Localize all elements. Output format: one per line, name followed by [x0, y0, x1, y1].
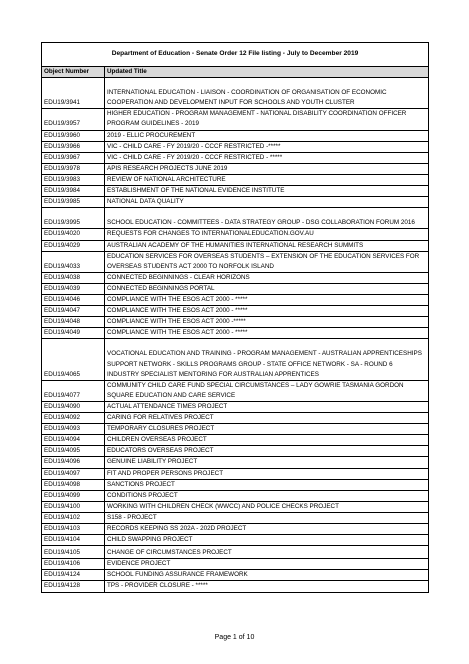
- object-number-cell: EDU19/3960: [42, 130, 105, 141]
- updated-title-cell: NATIONAL DATA QUALITY: [105, 197, 429, 208]
- object-number-cell: EDU19/3978: [42, 163, 105, 174]
- updated-title-cell: CHILDREN OVERSEAS PROJECT: [105, 435, 429, 446]
- object-number-cell: EDU19/4038: [42, 272, 105, 283]
- object-number-cell: EDU19/4094: [42, 435, 105, 446]
- updated-title-cell: ACTUAL ATTENDANCE TIMES PROJECT: [105, 401, 429, 412]
- table-row: [42, 512, 429, 523]
- table-row: [42, 130, 429, 141]
- table-row: [42, 468, 429, 479]
- updated-title-cell: COMPLIANCE WITH THE ESOS ACT 2000 - *****: [105, 328, 429, 339]
- updated-title-cell: INTERNATIONAL EDUCATION - LIAISON - COORDINATION OF ORGANISATION OF ECONOMIC COOPERATION AND DEVELOPMENT INPUT FOR SCHOOLS AND YOUTH CLUSTER: [105, 78, 429, 109]
- updated-title-cell: TPS - PROVIDER CLOSURE - *****: [105, 581, 429, 592]
- object-number-cell: EDU19/3967: [42, 152, 105, 163]
- object-number-cell: EDU19/4106: [42, 559, 105, 570]
- column-header-object-number: Object Number: [42, 67, 105, 78]
- table-header-row: [42, 67, 429, 78]
- updated-title-cell: CHANGE OF CIRCUMSTANCES PROJECT: [105, 546, 429, 559]
- updated-title-cell: GENUINE LIABILITY PROJECT: [105, 457, 429, 468]
- table-row: [42, 229, 429, 240]
- updated-title-cell: EDUCATORS OVERSEAS PROJECT: [105, 446, 429, 457]
- updated-title-cell: COMPLIANCE WITH THE ESOS ACT 2000 - *****: [105, 294, 429, 305]
- table-row: [42, 581, 429, 592]
- updated-title-cell: TEMPORARY CLOSURES PROJECT: [105, 424, 429, 435]
- updated-title-cell: VOCATIONAL EDUCATION AND TRAINING - PROGRAM MANAGEMENT - AUSTRALIAN APPRENTICESHIPS SUPPORT NETWORK - SKILLS PROGRAMS GROUP - STATE OFFICE NETWORK - SA - ROUND 6 INDUSTRY SPECIALIST MENTORING FOR AUSTRALIAN APPRENTICES: [105, 339, 429, 380]
- file-listing-table: [41, 42, 429, 593]
- table-row: [42, 174, 429, 185]
- object-number-cell: EDU19/4029: [42, 240, 105, 251]
- table-row: [42, 240, 429, 251]
- updated-title-cell: AUSTRALIAN ACADEMY OF THE HUMANITIES INTERNATIONAL RESEARCH SUMMITS: [105, 240, 429, 251]
- object-number-cell: EDU19/4095: [42, 446, 105, 457]
- column-header-updated-title: Updated Title: [105, 67, 429, 78]
- object-number-cell: EDU19/4103: [42, 523, 105, 534]
- table-row: [42, 446, 429, 457]
- table-row: [42, 317, 429, 328]
- table-row: [42, 559, 429, 570]
- object-number-cell: EDU19/4047: [42, 306, 105, 317]
- table-row: [42, 109, 429, 130]
- table-row: [42, 401, 429, 412]
- table-row: [42, 197, 429, 208]
- object-number-cell: EDU19/4099: [42, 490, 105, 501]
- updated-title-cell: COMMUNITY CHILD CARE FUND SPECIAL CIRCUMSTANCES – LADY GOWRIE TASMANIA GORDON SQUARE EDUCATION AND CARE SERVICE: [105, 380, 429, 401]
- updated-title-cell: HIGHER EDUCATION - PROGRAM MANAGEMENT - NATIONAL DISABILITY COORDINATION OFFICER PROGRAM GUIDELINES - 2019: [105, 109, 429, 130]
- updated-title-cell: S158 - PROJECT: [105, 512, 429, 523]
- object-number-cell: EDU19/4105: [42, 546, 105, 559]
- table-row: [42, 186, 429, 197]
- updated-title-cell: 2019 - ELLIC PROCUREMENT: [105, 130, 429, 141]
- table-row: [42, 306, 429, 317]
- table-row: [42, 328, 429, 339]
- updated-title-cell: CONNECTED BEGINNINGS - CLEAR HORIZONS: [105, 272, 429, 283]
- updated-title-cell: REVIEW OF NATIONAL ARCHITECTURE: [105, 174, 429, 185]
- object-number-cell: EDU19/4098: [42, 479, 105, 490]
- updated-title-cell: CONDITIONS PROJECT: [105, 490, 429, 501]
- table-row: [42, 208, 429, 229]
- updated-title-cell: WORKING WITH CHILDREN CHECK (WWCC) AND POLICE CHECKS PROJECT: [105, 501, 429, 512]
- object-number-cell: EDU19/4090: [42, 401, 105, 412]
- updated-title-cell: VIC - CHILD CARE - FY 2019/20 - CCCF RESTRICTED - *****: [105, 152, 429, 163]
- table-row: [42, 283, 429, 294]
- updated-title-cell: COMPLIANCE WITH THE ESOS ACT 2000 - *****: [105, 306, 429, 317]
- table-row: [42, 339, 429, 380]
- table-row: [42, 435, 429, 446]
- updated-title-cell: SCHOOL EDUCATION - COMMITTEES - DATA STRATEGY GROUP - DSG COLLABORATION FORUM 2016: [105, 208, 429, 229]
- updated-title-cell: RECORDS KEEPING SS 202A - 202D PROJECT: [105, 523, 429, 534]
- object-number-cell: EDU19/4104: [42, 535, 105, 546]
- updated-title-cell: EVIDENCE PROJECT: [105, 559, 429, 570]
- object-number-cell: EDU19/4092: [42, 413, 105, 424]
- table-row: [42, 479, 429, 490]
- updated-title-cell: APIS RESEARCH PROJECTS JUNE 2019: [105, 163, 429, 174]
- updated-title-cell: SANCTIONS PROJECT: [105, 479, 429, 490]
- object-number-cell: EDU19/4128: [42, 581, 105, 592]
- object-number-cell: EDU19/4093: [42, 424, 105, 435]
- object-number-cell: EDU19/4039: [42, 283, 105, 294]
- updated-title-cell: REQUESTS FOR CHANGES TO INTERNATIONALEDUCATION.GOV.AU: [105, 229, 429, 240]
- table-row: [42, 413, 429, 424]
- object-number-cell: EDU19/4124: [42, 570, 105, 581]
- object-number-cell: EDU19/3983: [42, 174, 105, 185]
- object-number-cell: EDU19/4100: [42, 501, 105, 512]
- object-number-cell: EDU19/4097: [42, 468, 105, 479]
- object-number-cell: EDU19/4033: [42, 251, 105, 272]
- object-number-cell: EDU19/3985: [42, 197, 105, 208]
- table-row: [42, 294, 429, 305]
- object-number-cell: EDU19/3984: [42, 186, 105, 197]
- table-title-row: [42, 43, 429, 67]
- table-row: [42, 380, 429, 401]
- table-row: [42, 424, 429, 435]
- table-row: [42, 272, 429, 283]
- table-row: [42, 141, 429, 152]
- table-row: [42, 535, 429, 546]
- table-row: [42, 546, 429, 559]
- object-number-cell: EDU19/3995: [42, 208, 105, 229]
- table-row: [42, 152, 429, 163]
- object-number-cell: EDU19/4077: [42, 380, 105, 401]
- object-number-cell: EDU19/4020: [42, 229, 105, 240]
- updated-title-cell: VIC - CHILD CARE - FY 2019/20 - CCCF RESTRICTED -*****: [105, 141, 429, 152]
- table-title: Department of Education - Senate Order 12 File listing - July to December 2019: [42, 43, 429, 67]
- object-number-cell: EDU19/4048: [42, 317, 105, 328]
- object-number-cell: EDU19/4102: [42, 512, 105, 523]
- object-number-cell: EDU19/3941: [42, 78, 105, 109]
- updated-title-cell: SCHOOL FUNDING ASSURANCE FRAMEWORK: [105, 570, 429, 581]
- table-row: [42, 251, 429, 272]
- object-number-cell: EDU19/4046: [42, 294, 105, 305]
- table-row: [42, 78, 429, 109]
- table-row: [42, 490, 429, 501]
- updated-title-cell: ESTABLISHMENT OF THE NATIONAL EVIDENCE INSTITUTE: [105, 186, 429, 197]
- object-number-cell: EDU19/3957: [42, 109, 105, 130]
- updated-title-cell: CARING FOR RELATIVES PROJECT: [105, 413, 429, 424]
- updated-title-cell: CONNECTED BEGINNINGS PORTAL: [105, 283, 429, 294]
- table-row: [42, 501, 429, 512]
- table-row: [42, 570, 429, 581]
- table-row: [42, 163, 429, 174]
- object-number-cell: EDU19/3966: [42, 141, 105, 152]
- updated-title-cell: COMPLIANCE WITH THE ESOS ACT 2000 -*****: [105, 317, 429, 328]
- object-number-cell: EDU19/4096: [42, 457, 105, 468]
- table-row: [42, 457, 429, 468]
- table-row: [42, 523, 429, 534]
- object-number-cell: EDU19/4065: [42, 339, 105, 380]
- page-footer: Page 1 of 10: [214, 634, 255, 641]
- updated-title-cell: EDUCATION SERVICES FOR OVERSEAS STUDENTS – EXTENSION OF THE EDUCATION SERVICES FOR OVERSEAS STUDENTS ACT 2000 TO NORFOLK ISLAND: [105, 251, 429, 272]
- updated-title-cell: FIT AND PROPER PERSONS PROJECT: [105, 468, 429, 479]
- updated-title-cell: CHILD SWAPPING PROJECT: [105, 535, 429, 546]
- object-number-cell: EDU19/4049: [42, 328, 105, 339]
